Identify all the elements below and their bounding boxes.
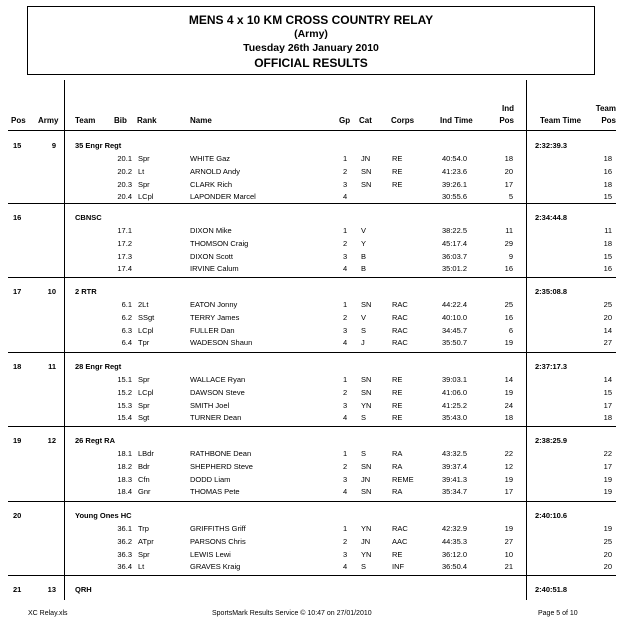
- runner-rank: Trp: [138, 524, 149, 533]
- runner-ind-time: 44:22.4: [442, 300, 468, 309]
- runner-ind-time: 35:43.0: [442, 413, 468, 423]
- team-position: 18: [13, 362, 22, 371]
- runner-ind-time: 36:12.0: [442, 549, 468, 559]
- runner-corps: AAC: [392, 536, 408, 546]
- runner-bib: 15.3: [117, 400, 132, 410]
- runner-category: B: [361, 251, 367, 261]
- runner-corps: RAC: [392, 312, 408, 322]
- runner-bib: 36.2: [117, 536, 132, 546]
- header-team-pos-line2: Pos: [601, 116, 616, 125]
- header-ind-pos-line2: Pos: [499, 116, 514, 125]
- runner-name: THOMAS Pete: [190, 487, 240, 497]
- team-separator: [8, 277, 616, 278]
- runner-corps: RE: [392, 154, 403, 163]
- runner-category: JN: [361, 536, 371, 546]
- runner-ind-time: 39:26.1: [442, 179, 468, 189]
- team-position: 17: [13, 287, 22, 296]
- runner-team-pos: 25: [603, 536, 612, 546]
- runner-bib: 18.4: [117, 487, 132, 497]
- runner-bib: 36.3: [117, 549, 132, 559]
- team-position: 21: [13, 585, 22, 594]
- runner-rank: LCpl: [138, 387, 154, 397]
- runner-team-pos: 15: [603, 387, 612, 397]
- runner-rank: ATpr: [138, 536, 154, 546]
- runner-bib: 36.4: [117, 562, 132, 572]
- runner-bib: 15.4: [117, 413, 132, 423]
- runner-team-pos: 19: [603, 487, 612, 497]
- header-corps: Corps: [391, 116, 415, 125]
- army-position: 11: [48, 362, 56, 371]
- runner-group: 3: [343, 325, 348, 335]
- runner-bib: 18.1: [117, 449, 132, 458]
- header-pos: Pos: [11, 116, 26, 125]
- runner-category: SN: [361, 375, 372, 384]
- runner-ind-time: 36:03.7: [442, 251, 468, 261]
- runner-bib: 17.4: [117, 264, 132, 274]
- header-army: Army: [38, 116, 59, 125]
- runner-bib: 6.1: [121, 300, 132, 309]
- runner-name: FULLER Dan: [190, 325, 235, 335]
- runner-ind-pos: 24: [504, 400, 513, 410]
- runner-rank: Spr: [138, 375, 150, 384]
- runner-group: 1: [343, 375, 348, 384]
- runner-category: SN: [361, 487, 372, 497]
- runner-category: V: [361, 226, 367, 235]
- runner-bib: 6.2: [121, 312, 132, 322]
- runner-team-pos: 15: [603, 251, 612, 261]
- header-cat: Cat: [359, 116, 372, 125]
- army-position: 10: [47, 287, 56, 296]
- event-title: MENS 4 x 10 KM CROSS COUNTRY RELAY: [188, 13, 434, 27]
- runner-ind-pos: 16: [504, 312, 513, 322]
- runner-bib: 20.4: [117, 192, 132, 202]
- runner-corps: RAC: [392, 524, 408, 533]
- team-time: 2:40:10.6: [535, 511, 568, 520]
- runner-ind-pos: 17: [504, 179, 513, 189]
- runner-ind-time: 43:32.5: [442, 449, 468, 458]
- runner-category: SN: [361, 179, 372, 189]
- runner-rank: Tpr: [138, 338, 150, 348]
- runner-ind-time: 30:55.6: [442, 192, 468, 202]
- team-separator: [8, 352, 616, 353]
- runner-rank: 2Lt: [138, 300, 149, 309]
- header-name: Name: [190, 116, 212, 125]
- team-name: 35 Engr Regt: [75, 141, 122, 150]
- runner-bib: 18.2: [117, 461, 132, 471]
- runner-name: TURNER Dean: [190, 413, 242, 423]
- event-date: Tuesday 26th January 2010: [243, 42, 379, 54]
- team-name: Young Ones HC: [75, 511, 132, 520]
- runner-team-pos: 16: [603, 264, 612, 274]
- runner-ind-time: 40:10.0: [442, 312, 468, 322]
- runner-corps: RE: [392, 413, 403, 423]
- runner-group: 1: [343, 524, 348, 533]
- runner-ind-pos: 27: [504, 536, 513, 546]
- header-team: Team: [75, 116, 96, 125]
- runner-category: SN: [361, 387, 372, 397]
- runner-corps: RE: [392, 166, 403, 176]
- runner-category: B: [361, 264, 367, 274]
- runner-ind-pos: 29: [504, 238, 513, 248]
- runner-corps: RAC: [392, 325, 408, 335]
- runner-bib: 20.3: [117, 179, 132, 189]
- runner-rank: LCpl: [138, 325, 154, 335]
- footer-filename: XC Relay.xls: [28, 610, 68, 617]
- runner-group: 3: [343, 251, 348, 261]
- runner-group: 1: [343, 449, 348, 458]
- runner-team-pos: 15: [603, 192, 612, 202]
- runner-corps: RE: [392, 179, 403, 189]
- runner-ind-time: 42:32.9: [442, 524, 468, 533]
- runner-category: S: [361, 413, 367, 423]
- header-ind-pos-line1: Ind: [502, 104, 514, 113]
- runner-group: 1: [343, 300, 348, 309]
- runner-group: 3: [343, 549, 348, 559]
- runner-ind-pos: 19: [504, 387, 513, 397]
- runner-group: 3: [343, 179, 348, 189]
- runner-ind-time: 40:54.0: [442, 154, 468, 163]
- results-status: OFFICIAL RESULTS: [254, 56, 368, 70]
- runner-ind-time: 44:35.3: [442, 536, 468, 546]
- runner-name: CLARK Rich: [190, 179, 233, 189]
- column-divider-army: [64, 80, 65, 600]
- event-subtitle: (Army): [294, 28, 328, 40]
- runner-corps: RAC: [392, 300, 408, 309]
- runner-rank: Bdr: [138, 461, 150, 471]
- runner-corps: RE: [392, 375, 403, 384]
- runner-ind-time: 35:01.2: [442, 264, 468, 274]
- runner-group: 1: [343, 154, 348, 163]
- runner-ind-pos: 9: [508, 251, 513, 261]
- header-team-pos-line1: Team: [595, 104, 616, 113]
- runner-name: GRIFFITHS Griff: [190, 524, 246, 533]
- runner-team-pos: 11: [604, 226, 612, 235]
- runner-corps: REME: [392, 474, 414, 484]
- runner-rank: Sgt: [138, 413, 150, 423]
- runner-rank: LBdr: [138, 449, 154, 458]
- runner-corps: RE: [392, 387, 403, 397]
- runner-team-pos: 19: [603, 474, 612, 484]
- runner-ind-pos: 5: [508, 192, 513, 202]
- runner-category: S: [361, 562, 367, 572]
- team-time: 2:32:39.3: [535, 141, 568, 150]
- runner-ind-time: 38:22.5: [442, 226, 468, 235]
- runner-group: 2: [343, 166, 348, 176]
- runner-team-pos: 14: [603, 375, 612, 384]
- runner-name: DAWSON Steve: [190, 387, 245, 397]
- runner-ind-time: 35:34.7: [442, 487, 468, 497]
- runner-group: 4: [343, 192, 348, 202]
- runner-team-pos: 20: [603, 549, 612, 559]
- runner-corps: RAC: [392, 338, 408, 348]
- runner-team-pos: 14: [603, 325, 612, 335]
- team-separator: [8, 203, 616, 204]
- team-name: QRH: [75, 585, 92, 594]
- runner-ind-pos: 11: [505, 226, 513, 235]
- runner-ind-time: 41:25.2: [442, 400, 468, 410]
- runner-name: WADESON Shaun: [190, 338, 253, 348]
- footer-service: SportsMark Results Service © 10:47 on 27/01/2010: [212, 610, 372, 617]
- runner-corps: RA: [392, 461, 403, 471]
- runner-name: DIXON Mike: [190, 226, 232, 235]
- runner-team-pos: 25: [603, 300, 612, 309]
- army-position: 12: [47, 436, 56, 445]
- runner-name: LAPONDER Marcel: [190, 192, 256, 202]
- runner-group: 1: [343, 226, 348, 235]
- runner-team-pos: 17: [603, 400, 612, 410]
- team-name: 28 Engr Regt: [75, 362, 122, 371]
- runner-bib: 6.3: [121, 325, 132, 335]
- runner-category: JN: [361, 474, 371, 484]
- runner-ind-pos: 25: [504, 300, 513, 309]
- team-position: 19: [13, 436, 22, 445]
- team-name: 2 RTR: [75, 287, 97, 296]
- runner-name: ARNOLD Andy: [190, 166, 241, 176]
- runner-name: EATON Jonny: [190, 300, 238, 309]
- runner-group: 4: [343, 338, 348, 348]
- header-bib: Bib: [114, 116, 127, 125]
- runner-ind-time: 39:37.4: [442, 461, 468, 471]
- runner-rank: Spr: [138, 154, 150, 163]
- runner-team-pos: 18: [603, 154, 612, 163]
- runner-ind-pos: 17: [504, 487, 513, 497]
- runner-ind-pos: 12: [504, 461, 513, 471]
- team-position: 16: [13, 213, 22, 222]
- runner-ind-pos: 19: [504, 474, 513, 484]
- runner-corps: RE: [392, 400, 403, 410]
- runner-category: J: [361, 338, 365, 348]
- runner-rank: Spr: [138, 549, 150, 559]
- runner-group: 2: [343, 312, 348, 322]
- runner-bib: 20.1: [117, 154, 132, 163]
- team-position: 15: [13, 141, 22, 150]
- runner-group: 4: [343, 413, 348, 423]
- runner-ind-pos: 14: [504, 375, 513, 384]
- runner-name: LEWIS Lewi: [190, 549, 231, 559]
- runner-name: SHEPHERD Steve: [190, 461, 253, 471]
- team-separator: [8, 426, 616, 427]
- runner-rank: Lt: [138, 562, 145, 572]
- runner-rank: Spr: [138, 400, 150, 410]
- runner-name: SMITH Joel: [190, 400, 230, 410]
- runner-bib: 17.3: [117, 251, 132, 261]
- team-time: 2:34:44.8: [535, 213, 568, 222]
- runner-bib: 17.2: [117, 238, 132, 248]
- runner-ind-pos: 16: [504, 264, 513, 274]
- runner-ind-pos: 19: [504, 524, 513, 533]
- runner-team-pos: 16: [603, 166, 612, 176]
- runner-bib: 15.1: [117, 375, 132, 384]
- runner-category: SN: [361, 300, 372, 309]
- runner-team-pos: 18: [603, 179, 612, 189]
- runner-ind-pos: 21: [504, 562, 513, 572]
- runner-team-pos: 27: [603, 338, 612, 348]
- team-time: 2:35:08.8: [535, 287, 568, 296]
- runner-rank: SSgt: [138, 312, 155, 322]
- runner-rank: Gnr: [138, 487, 151, 497]
- runner-ind-pos: 22: [504, 449, 513, 458]
- runner-ind-time: 39:41.3: [442, 474, 468, 484]
- runner-category: YN: [361, 549, 372, 559]
- runner-bib: 18.3: [117, 474, 132, 484]
- header-rank: Rank: [137, 116, 157, 125]
- runner-group: 2: [343, 387, 348, 397]
- runner-ind-pos: 20: [504, 166, 513, 176]
- header-underline: [8, 130, 616, 131]
- runner-rank: LCpl: [138, 192, 154, 202]
- runner-group: 3: [343, 400, 348, 410]
- runner-ind-pos: 6: [508, 325, 513, 335]
- runner-category: YN: [361, 400, 372, 410]
- runner-ind-pos: 18: [504, 154, 513, 163]
- team-name: CBNSC: [75, 213, 102, 222]
- team-position: 20: [13, 511, 22, 520]
- team-time: 2:37:17.3: [535, 362, 568, 371]
- runner-category: JN: [361, 154, 371, 163]
- header-ind-time: Ind Time: [440, 116, 473, 125]
- runner-name: RATHBONE Dean: [190, 449, 252, 458]
- results-title-box: [27, 6, 595, 75]
- army-position: 9: [51, 141, 56, 150]
- runner-category: YN: [361, 524, 372, 533]
- header-team-time: Team Time: [540, 116, 582, 125]
- runner-group: 2: [343, 461, 348, 471]
- header-gp: Gp: [339, 116, 351, 125]
- runner-corps: RA: [392, 449, 403, 458]
- runner-ind-time: 35:50.7: [442, 338, 468, 348]
- runner-bib: 15.2: [117, 387, 132, 397]
- runner-name: PARSONS Chris: [190, 536, 246, 546]
- runner-category: S: [361, 325, 367, 335]
- runner-category: SN: [361, 461, 372, 471]
- runner-team-pos: 20: [603, 562, 612, 572]
- runner-team-pos: 22: [603, 449, 612, 458]
- runner-group: 2: [343, 238, 348, 248]
- runner-rank: Spr: [138, 179, 150, 189]
- team-time: 2:40:51.8: [535, 585, 568, 594]
- runner-ind-time: 45:17.4: [442, 238, 468, 248]
- runner-bib: 36.1: [117, 524, 132, 533]
- runner-category: Y: [361, 238, 367, 248]
- runner-rank: Lt: [138, 166, 145, 176]
- runner-ind-pos: 18: [504, 413, 513, 423]
- runner-rank: Cfn: [138, 474, 150, 484]
- runner-group: 4: [343, 264, 348, 274]
- runner-ind-time: 39:03.1: [442, 375, 468, 384]
- runner-bib: 20.2: [117, 166, 132, 176]
- runner-category: SN: [361, 166, 372, 176]
- runner-category: S: [361, 449, 367, 458]
- runner-name: WALLACE Ryan: [190, 375, 246, 384]
- team-time: 2:38:25.9: [535, 436, 568, 445]
- runner-name: IRVINE Calum: [190, 264, 239, 274]
- footer-page-number: Page 5 of 10: [538, 610, 578, 617]
- runner-team-pos: 17: [603, 461, 612, 471]
- runner-ind-pos: 19: [504, 338, 513, 348]
- runner-team-pos: 18: [603, 413, 612, 423]
- runner-name: DODD Liam: [190, 474, 231, 484]
- runner-bib: 17.1: [117, 226, 132, 235]
- runner-ind-time: 41:23.6: [442, 166, 468, 176]
- runner-name: TERRY James: [190, 312, 240, 322]
- team-name: 26 Regt RA: [75, 436, 116, 445]
- runner-group: 3: [343, 474, 348, 484]
- runner-corps: RA: [392, 487, 403, 497]
- runner-corps: RE: [392, 549, 403, 559]
- runner-ind-pos: 10: [504, 549, 513, 559]
- runner-group: 2: [343, 536, 348, 546]
- runner-ind-time: 41:06.0: [442, 387, 468, 397]
- runner-corps: INF: [392, 562, 405, 572]
- runner-name: THOMSON Craig: [190, 238, 249, 248]
- runner-team-pos: 20: [603, 312, 612, 322]
- team-separator: [8, 575, 616, 576]
- runner-team-pos: 18: [603, 238, 612, 248]
- column-divider-team-time: [526, 80, 527, 600]
- army-position: 13: [47, 585, 56, 594]
- runner-name: DIXON Scott: [190, 251, 233, 261]
- runner-ind-time: 34:45.7: [442, 325, 468, 335]
- runner-ind-time: 36:50.4: [442, 562, 468, 572]
- runner-category: V: [361, 312, 367, 322]
- team-separator: [8, 501, 616, 502]
- runner-group: 4: [343, 487, 348, 497]
- runner-team-pos: 19: [603, 524, 612, 533]
- runner-name: GRAVES Kraig: [190, 562, 241, 572]
- runner-bib: 6.4: [121, 338, 132, 348]
- runner-name: WHITE Gaz: [190, 154, 231, 163]
- runner-group: 4: [343, 562, 348, 572]
